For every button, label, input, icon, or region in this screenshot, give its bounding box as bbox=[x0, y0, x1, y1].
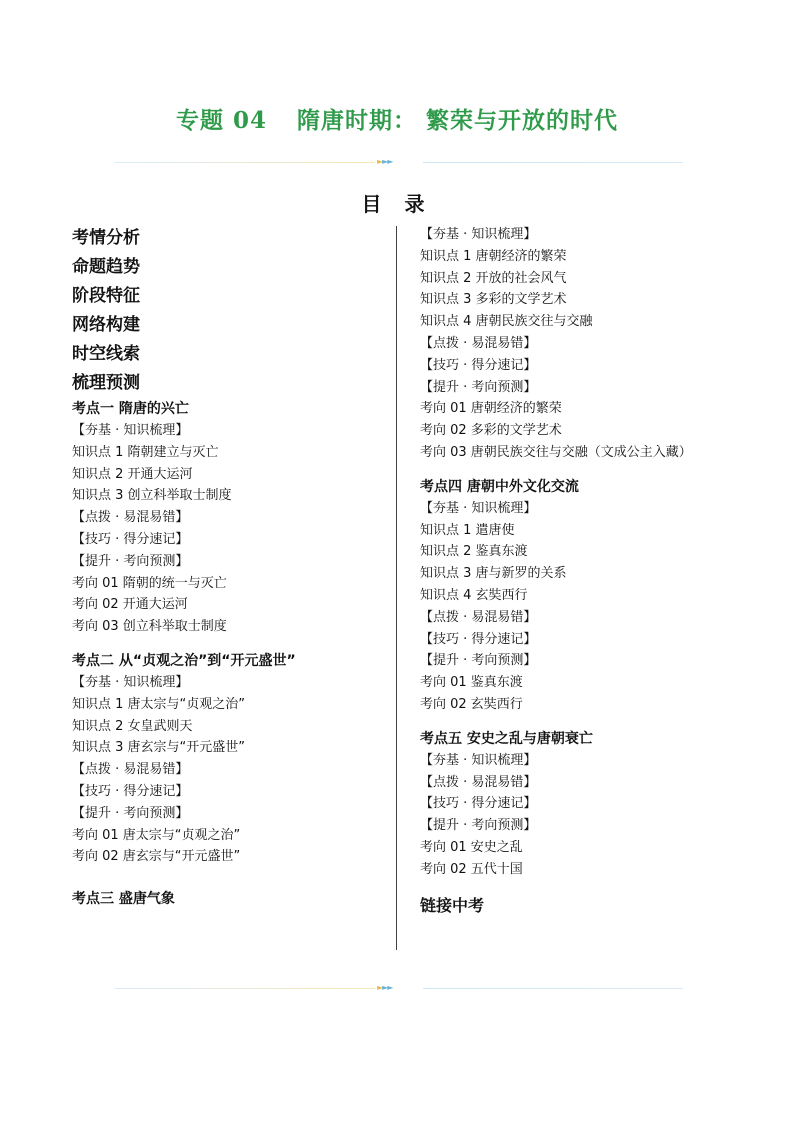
title-number: 专题 04 bbox=[175, 107, 267, 134]
toc-item[interactable]: 【提升 · 考向预测】 bbox=[420, 379, 537, 395]
arrow-ornament-icon: ►►► bbox=[377, 157, 393, 166]
toc-section[interactable]: 命题趋势 bbox=[72, 257, 140, 277]
toc-item[interactable]: 【点拨 · 易混易错】 bbox=[420, 774, 537, 790]
kaodian-heading[interactable]: 考点五 安史之乱与唐朝衰亡 bbox=[420, 730, 593, 747]
toc-item[interactable]: 【提升 · 考向预测】 bbox=[420, 653, 537, 669]
toc-item[interactable]: 知识点 1 隋朝建立与灭亡 bbox=[72, 444, 219, 460]
toc-item[interactable]: 考向 02 唐玄宗与“开元盛世” bbox=[72, 849, 241, 865]
toc-section[interactable]: 梳理预测 bbox=[72, 373, 140, 393]
title-text: 隋唐时期： 繁荣与开放的时代 bbox=[297, 108, 619, 134]
toc-item[interactable]: 【点拨 · 易混易错】 bbox=[420, 335, 537, 351]
toc-item[interactable]: 知识点 2 开放的社会风气 bbox=[420, 270, 567, 286]
toc-item[interactable]: 考向 02 多彩的文学艺术 bbox=[420, 423, 562, 439]
toc-item[interactable]: 【夯基 · 知识梳理】 bbox=[420, 227, 537, 242]
toc-item[interactable]: 知识点 1 唐太宗与“贞观之治” bbox=[72, 696, 246, 712]
toc-item[interactable]: 【点拨 · 易混易错】 bbox=[72, 510, 189, 526]
top-divider bbox=[115, 158, 683, 166]
toc-left-column bbox=[72, 224, 392, 910]
toc-item[interactable]: 知识点 2 开通大运河 bbox=[72, 466, 193, 482]
toc-item[interactable]: 知识点 3 唐玄宗与“开元盛世” bbox=[72, 740, 246, 756]
toc-item[interactable]: 考向 03 创立科举取士制度 bbox=[72, 619, 227, 635]
toc-item[interactable]: 【夯基 · 知识梳理】 bbox=[420, 752, 537, 768]
toc-item[interactable]: 知识点 3 多彩的文学艺术 bbox=[420, 292, 567, 308]
toc-item[interactable]: 考向 01 安史之乱 bbox=[420, 839, 523, 855]
toc-item[interactable]: 【提升 · 考向预测】 bbox=[72, 553, 189, 569]
toc-item[interactable]: 知识点 4 玄奘西行 bbox=[420, 587, 528, 603]
toc-item[interactable]: 【点拨 · 易混易错】 bbox=[72, 762, 189, 778]
toc-title: 目 录 bbox=[361, 192, 433, 216]
toc-item[interactable]: 考向 03 唐朝民族交往与交融（文成公主入藏） bbox=[420, 444, 692, 460]
toc-item[interactable]: 【提升 · 考向预测】 bbox=[420, 818, 537, 834]
toc-item[interactable]: 知识点 1 唐朝经济的繁荣 bbox=[420, 248, 567, 264]
toc-item[interactable]: 【点拨 · 易混易错】 bbox=[420, 609, 537, 625]
kaodian-heading[interactable]: 考点一 隋唐的兴亡 bbox=[72, 401, 189, 417]
kaodian-heading[interactable]: 考点二 从“贞观之治”到“开元盛世” bbox=[72, 652, 296, 669]
toc-item[interactable]: 【技巧 · 得分速记】 bbox=[420, 357, 537, 373]
toc-section[interactable]: 时空线索 bbox=[72, 344, 140, 364]
link-zhongkao[interactable]: 链接中考 bbox=[420, 895, 485, 915]
toc-item[interactable]: 考向 02 玄奘西行 bbox=[420, 696, 523, 712]
toc-section[interactable]: 阶段特征 bbox=[72, 286, 140, 306]
toc-right-column bbox=[420, 224, 740, 919]
toc-item[interactable]: 知识点 3 创立科举取士制度 bbox=[72, 488, 232, 504]
toc-item[interactable]: 知识点 3 唐与新罗的关系 bbox=[420, 566, 567, 582]
toc-item[interactable]: 考向 02 开通大运河 bbox=[72, 597, 188, 613]
kaodian-heading[interactable]: 考点三 盛唐气象 bbox=[72, 891, 175, 908]
toc-item[interactable]: 知识点 2 鉴真东渡 bbox=[420, 544, 528, 560]
toc-item[interactable]: 考向 01 唐太宗与“贞观之治” bbox=[72, 827, 241, 843]
arrow-ornament-icon: ►►► bbox=[377, 983, 393, 992]
toc-item[interactable]: 考向 02 五代十国 bbox=[420, 861, 523, 877]
toc-item[interactable]: 知识点 2 女皇武则天 bbox=[72, 718, 193, 734]
toc-item[interactable]: 【提升 · 考向预测】 bbox=[72, 805, 189, 821]
toc-item[interactable]: 考向 01 隋朝的统一与灭亡 bbox=[72, 575, 227, 591]
kaodian-heading[interactable]: 考点四 唐朝中外文化交流 bbox=[420, 478, 579, 495]
column-divider bbox=[396, 226, 397, 950]
toc-section[interactable]: 考情分析 bbox=[72, 228, 140, 248]
toc-item[interactable]: 考向 01 鉴真东渡 bbox=[420, 675, 523, 691]
toc-item[interactable]: 【夯基 · 知识梳理】 bbox=[72, 674, 189, 690]
toc-item[interactable]: 知识点 1 遣唐使 bbox=[420, 522, 515, 538]
toc-item[interactable]: 考向 01 唐朝经济的繁荣 bbox=[420, 401, 562, 417]
document-title bbox=[0, 102, 794, 135]
bottom-divider bbox=[115, 984, 683, 992]
toc-item[interactable]: 【技巧 · 得分速记】 bbox=[72, 783, 189, 799]
toc-section[interactable]: 网络构建 bbox=[72, 315, 140, 335]
toc-item[interactable]: 知识点 4 唐朝民族交往与交融 bbox=[420, 314, 593, 330]
toc-item[interactable]: 【夯基 · 知识梳理】 bbox=[72, 423, 189, 438]
toc-item[interactable]: 【技巧 · 得分速记】 bbox=[72, 531, 189, 547]
toc-item[interactable]: 【技巧 · 得分速记】 bbox=[420, 796, 537, 812]
toc-item[interactable]: 【夯基 · 知识梳理】 bbox=[420, 500, 537, 516]
toc-item[interactable]: 【技巧 · 得分速记】 bbox=[420, 631, 537, 647]
